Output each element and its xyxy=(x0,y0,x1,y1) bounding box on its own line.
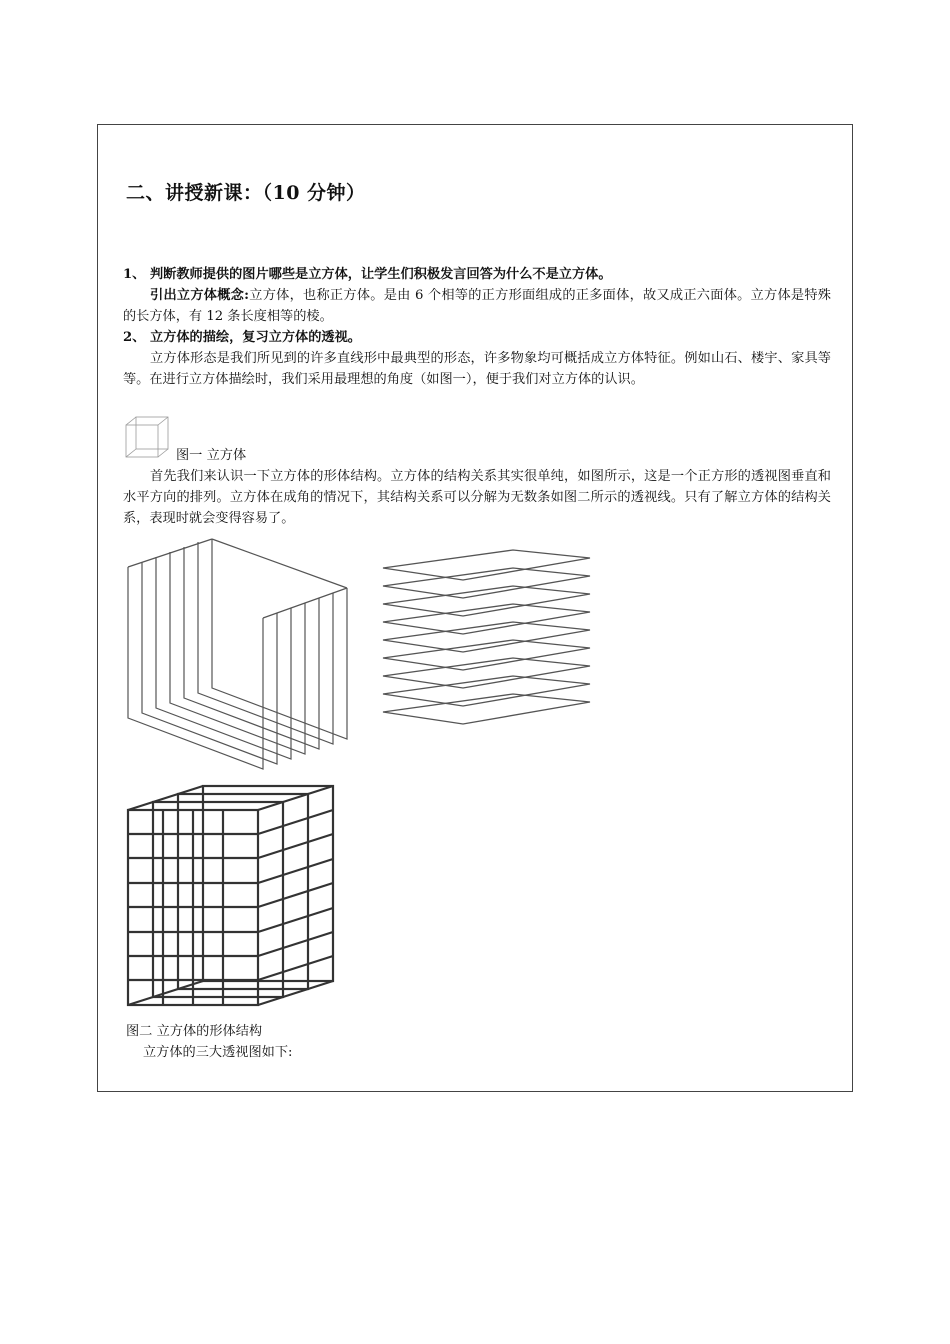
cube-structure-figure xyxy=(118,775,358,1020)
concept-text: 立方体，也称正方体。是由 6 个相等的正方形面组成的正多面体，故又成正六面体。立方体是特殊的长方体，有 12 条长度相等的棱。 xyxy=(123,288,831,324)
closing-line: 立方体的三大透视图如下: xyxy=(143,1045,293,1060)
item2-paragraph: 立方体形态是我们所见到的许多直线形中最典型的形态，许多物象均可概括成立方体特征。例如山石、楼宇、家具等等。在进行立方体描绘时，我们采用最理想的角度（如图一），便于我们对立方体的认识。 xyxy=(123,351,831,387)
figure2-caption: 图二 立方体的形体结构 xyxy=(126,1024,263,1039)
item1-heading: 1、 判断教师提供的图片哪些是立方体，让学生们积极发言回答为什么不是立方体。 xyxy=(123,267,612,282)
structure-paragraph: 首先我们来认识一下立方体的形体结构。立方体的结构关系其实很单纯，如图所示，这是一个正方形的透视图垂直和水平方向的排列。立方体在成角的情况下，其结构关系可以分解为无数条如图二所示的透视线。只有了解立方体的结构关系，表现时就会变得容易了。 xyxy=(123,469,831,526)
figure1-cube-image xyxy=(124,415,170,461)
item2-heading: 2、 立方体的描绘，复习立方体的透视。 xyxy=(123,330,361,345)
concept-label: 引出立方体概念: xyxy=(150,288,249,303)
concept-paragraph xyxy=(123,285,831,327)
section-title: 二、讲授新课：（10 分钟） xyxy=(126,182,366,204)
vertical-frames-figure xyxy=(118,535,363,780)
horizontal-planes-figure xyxy=(378,540,598,745)
figure1-caption: 图一 立方体 xyxy=(176,448,247,463)
